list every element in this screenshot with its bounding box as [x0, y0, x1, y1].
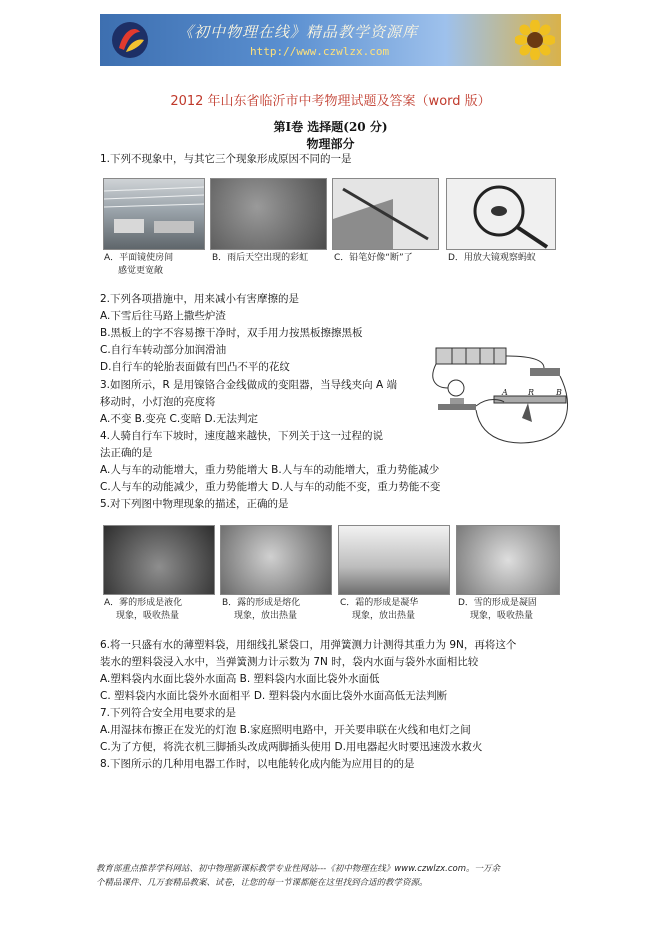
q1-image-d [446, 178, 556, 250]
q6-options-line2: C. 塑料袋内水面比袋外水面相平 D. 塑料袋内水面比袋外水面高低无法判断 [100, 690, 448, 702]
banner-url[interactable]: http://www.czwlzx.com [250, 45, 390, 58]
q1-caption-c: C．铅笔好像“断”了 [334, 253, 413, 263]
q3-stem-line2: 移动时，小灯泡的亮度将 [100, 396, 216, 408]
q4-options-line2: C.人与车的动能减少，重力势能增大 D.人与车的动能不变，重力势能不变 [100, 481, 441, 493]
q7-options-line1: A.用湿抹布擦正在发光的灯泡 B.家庭照明电路中，开关要串联在火线和电灯之间 [100, 724, 471, 736]
sunflower-icon [515, 20, 555, 60]
q2-option-c: C.自行车转动部分加润滑油 [100, 344, 227, 356]
q5-caption-d-2: 现象，吸收热量 [470, 611, 534, 621]
q4-stem-line2: 法正确的是 [100, 447, 153, 459]
page-footer [96, 862, 566, 890]
q3-circuit-diagram [432, 340, 572, 452]
q2-stem: 2.下列各项措施中，用来减小有害摩擦的是 [100, 293, 300, 305]
q4-options-line1: A.人与车的动能增大，重力势能增大 B.人与车的动能增大，重力势能减少 [100, 464, 440, 476]
q5-stem: 5.对下列图中物理现象的描述，正确的是 [100, 498, 289, 510]
q1-caption-d: D．用放大镜观察蚂蚁 [448, 253, 536, 263]
q6-stem-line1: 6.将一只盛有水的薄塑料袋，用细线扎紧袋口，用弹簧测力计测得其重力为 9N，再将这个 [100, 639, 517, 651]
q7-stem: 7.下列符合安全用电要求的是 [100, 707, 237, 719]
q1-caption-a-1: A．平面镜使房间 [104, 253, 174, 263]
site-logo-icon [110, 20, 150, 60]
q5-image-dew [220, 525, 332, 595]
q2-option-d: D.自行车的轮胎表面做有凹凸不平的花纹 [100, 361, 290, 373]
q5-caption-b-2: 现象，放出热量 [234, 611, 298, 621]
q5-caption-b-1: B．露的形成是熔化 [222, 598, 301, 608]
q5-caption-c-1: C．霜的形成是凝华 [340, 598, 419, 608]
q6-stem-line2: 装水的塑料袋浸入水中，当弹簧测力计示数为 7N 时，袋内水面与袋外水面相比较 [100, 656, 479, 668]
q3-options: A.不变 B.变亮 C.变暗 D.无法判定 [100, 413, 258, 425]
q2-option-b: B.黑板上的字不容易擦干净时，双手用力按黑板擦擦黑板 [100, 327, 363, 339]
q6-options-line1: A.塑料袋内水面比袋外水面高 B. 塑料袋内水面比袋外水面低 [100, 673, 380, 685]
subsection-heading: 物理部分 [306, 137, 355, 151]
q3-stem-line1: 3.如图所示，R 是用镍铬合金线做成的变阻器，当导线夹向 A 端 [100, 379, 398, 391]
q5-caption-c-2: 现象，放出热量 [352, 611, 416, 621]
q5-image-fog [103, 525, 215, 595]
banner-title: 《初中物理在线》精品教学资源库 [178, 23, 419, 41]
q5-caption-d-1: D．雪的形成是凝固 [458, 598, 537, 608]
header-banner[interactable] [100, 14, 561, 66]
q5-caption-a-2: 现象，吸收热量 [116, 611, 180, 621]
q1-image-c [332, 178, 439, 250]
circuit-label-a: A [502, 388, 508, 397]
q5-caption-a-1: A．雾的形成是液化 [104, 598, 183, 608]
circuit-label-b: B [556, 388, 562, 397]
section-heading: 第Ⅰ卷 选择题(20 分) [273, 120, 388, 134]
q1-image-b [210, 178, 327, 250]
q1-image-a [103, 178, 205, 250]
document-title: 2012 年山东省临沂市中考物理试题及答案（word 版） [170, 94, 491, 109]
circuit-label-r: R [528, 388, 535, 397]
footer-line-1[interactable]: 教育部重点推荐学科网站、初中物理新课标教学专业性网站---《初中物理在线》www.czwlzx.com。一万余 [96, 864, 501, 874]
q5-image-frost [338, 525, 450, 595]
q5-image-snow [456, 525, 560, 595]
q1-caption-b: B．雨后天空出现的彩虹 [212, 253, 309, 263]
q8-stem: 8.下图所示的几种用电器工作时，以电能转化成内能为应用目的的是 [100, 758, 415, 770]
footer-line-2: 个精品课件、几万套精品教案、试卷，让您的每一节课都能在这里找到合适的教学资源。 [96, 878, 428, 888]
q7-options-line2: C.为了方便，将洗衣机三脚插头改成两脚插头使用 D.用电器起火时要迅速泼水救火 [100, 741, 483, 753]
q1-caption-a-2: 感觉更宽敞 [118, 266, 164, 276]
q4-stem-line1: 4.人骑自行车下坡时，速度越来越快，下列关于这一过程的说 [100, 430, 384, 442]
q2-option-a: A.下雪后往马路上撒些炉渣 [100, 310, 226, 322]
q1-stem: 1.下列不现象中，与其它三个现象形成原因不同的一是 [100, 153, 352, 165]
